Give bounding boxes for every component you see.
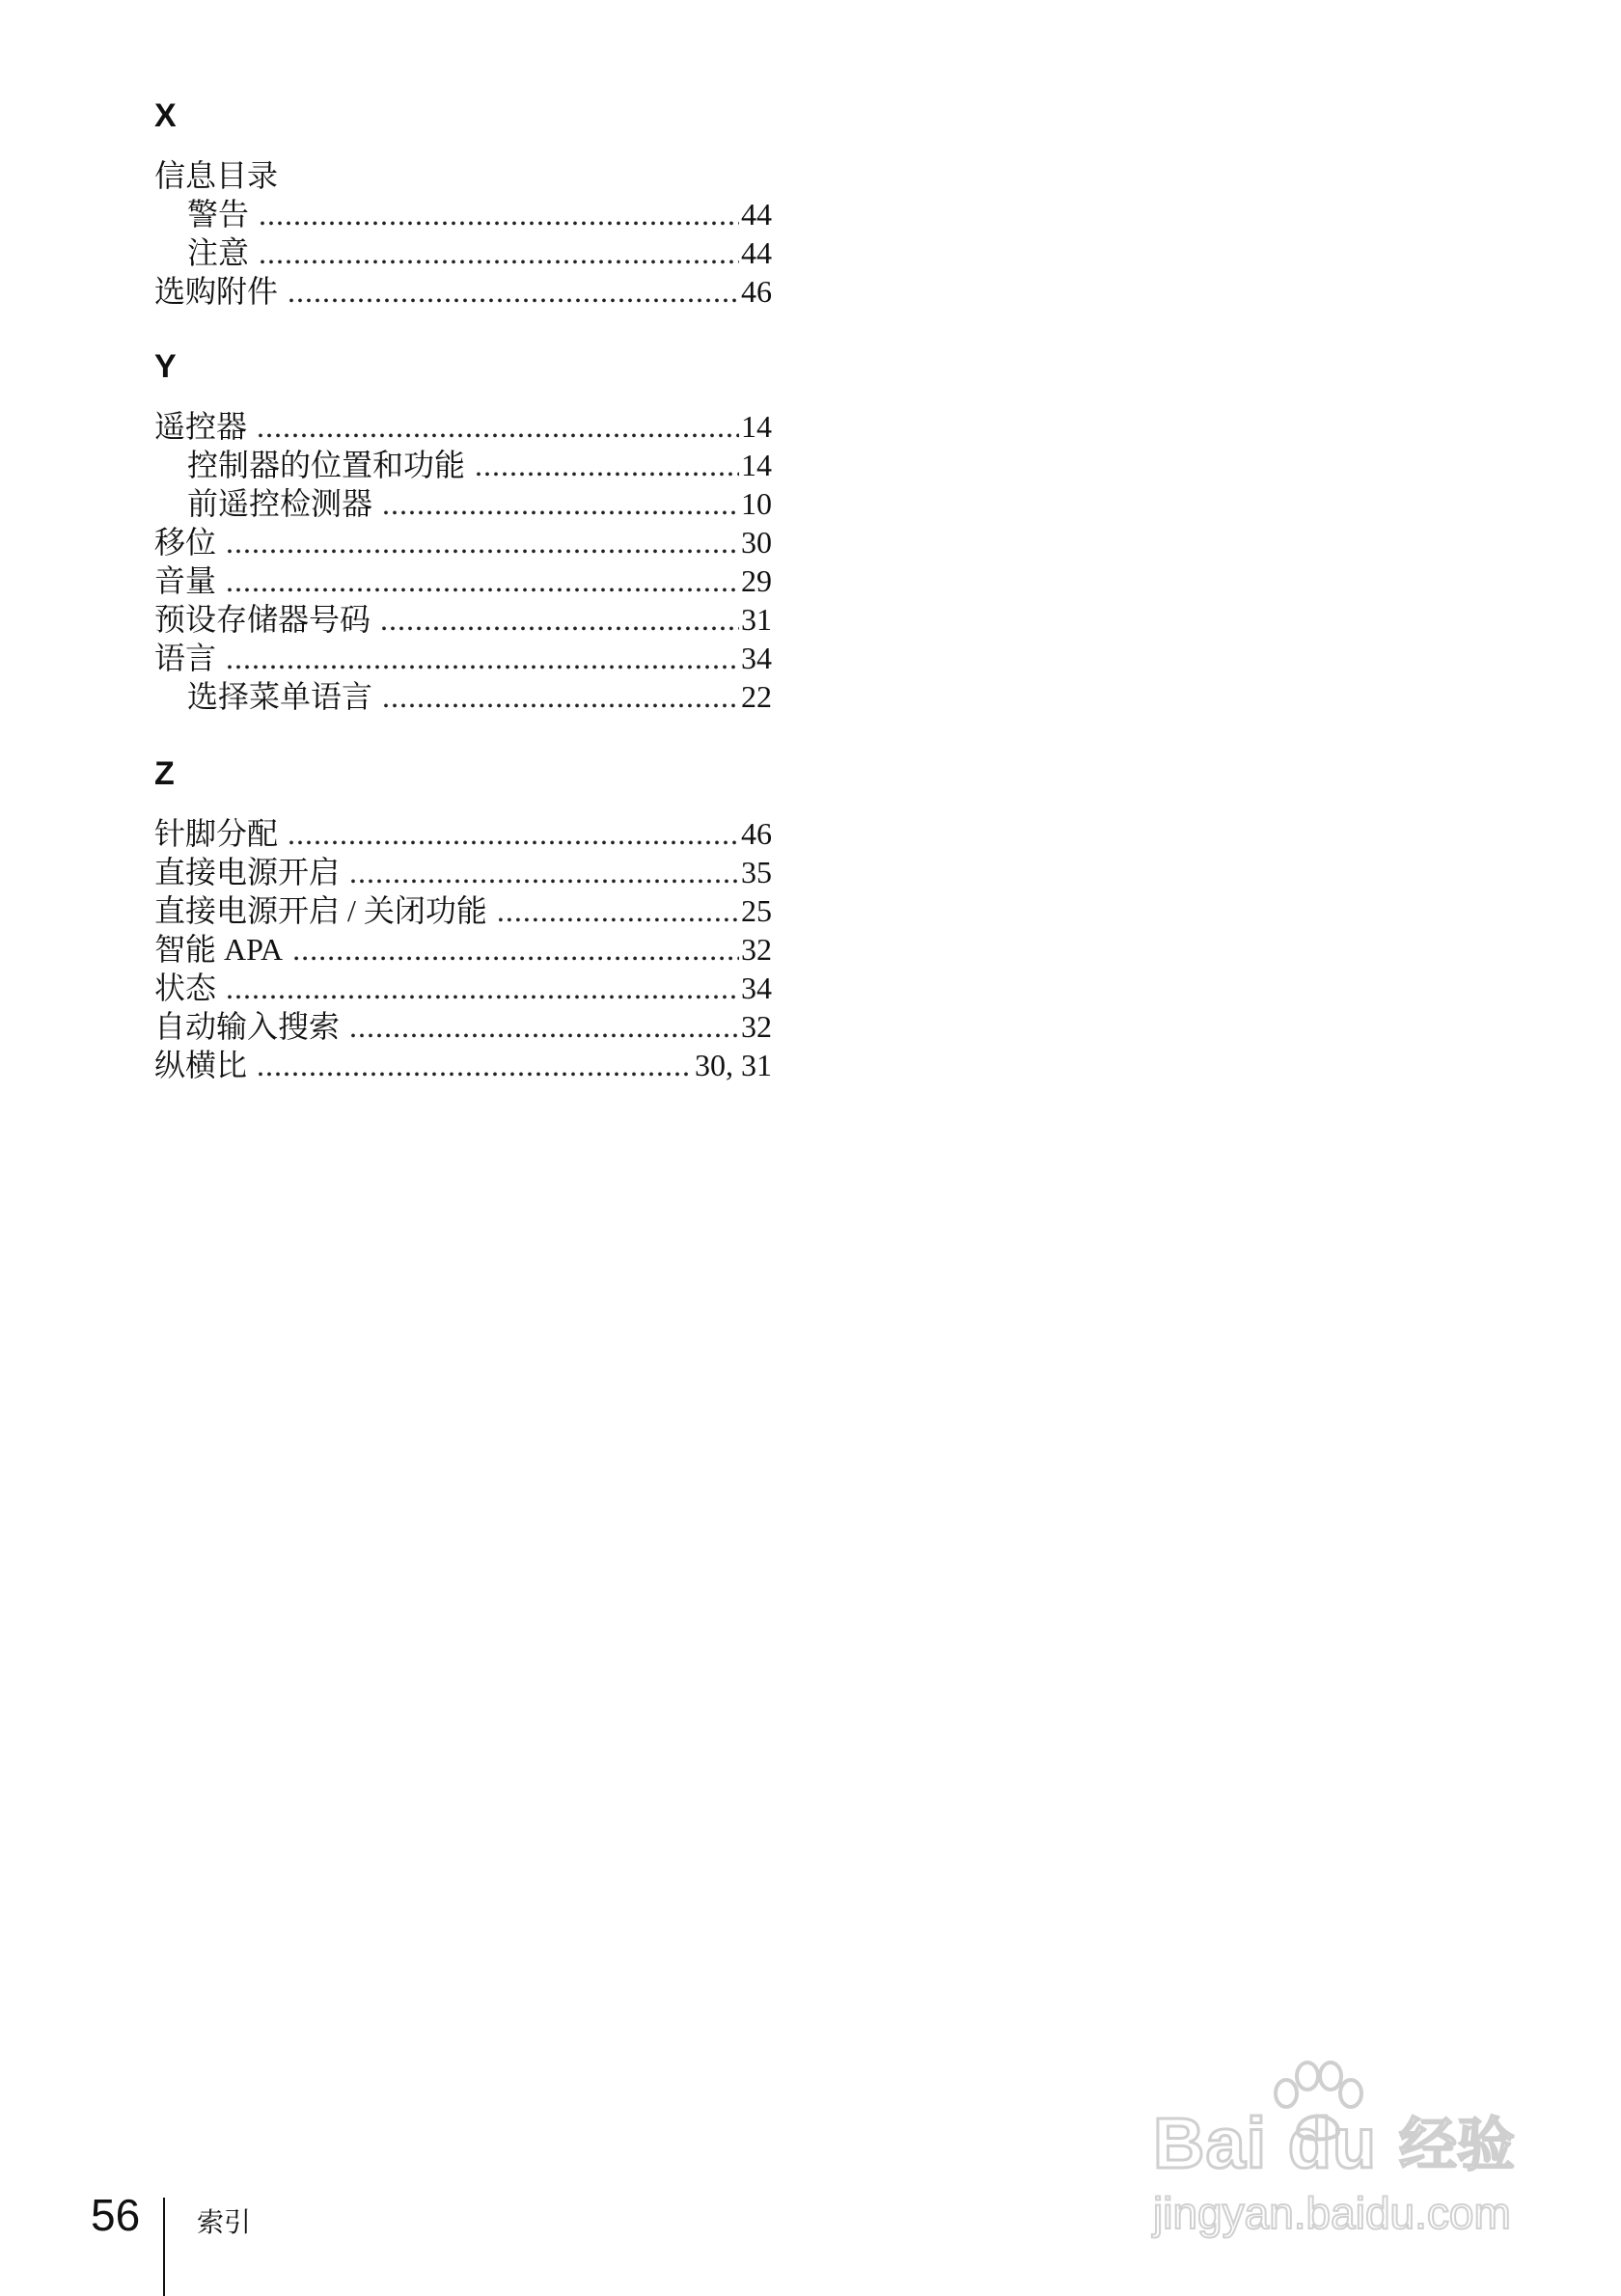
entry-page: 25 — [741, 893, 772, 928]
index-entry — [154, 1046, 772, 1084]
entry-page: 35 — [741, 855, 772, 889]
leader-dots — [226, 523, 739, 561]
entry-page: 44 — [741, 197, 772, 232]
leader-dots — [288, 814, 739, 853]
leader-dots — [292, 930, 739, 969]
entry-page: 46 — [741, 274, 772, 309]
leader-dots — [226, 561, 739, 600]
entry-page: 14 — [741, 409, 772, 444]
entry-label: 直接电源开启 — [154, 855, 341, 889]
entry-page: 30, 31 — [695, 1048, 772, 1082]
entry-page: 34 — [741, 641, 772, 675]
entry-label: 语言 — [154, 641, 217, 675]
leader-dots — [382, 484, 739, 523]
index-entry — [154, 891, 772, 930]
entry-page: 34 — [741, 970, 772, 1005]
footer-divider — [163, 2198, 165, 2296]
index-entry — [154, 523, 772, 561]
index-entry — [154, 853, 772, 891]
index-subentry — [154, 195, 772, 233]
entry-page: 14 — [741, 448, 772, 482]
index-entry — [154, 1007, 772, 1046]
entry-label: 控制器的位置和功能 — [187, 448, 466, 482]
index-entry — [154, 600, 772, 639]
watermark-brand-cn: 经验 — [1399, 2112, 1515, 2179]
index-section-y — [154, 347, 772, 716]
page-number: 56 — [91, 2190, 141, 2240]
entry-label: 选购附件 — [154, 274, 279, 309]
entry-page: 22 — [741, 679, 772, 714]
entry-label: 预设存储器号码 — [154, 602, 371, 637]
entry-page: 29 — [741, 563, 772, 598]
entry-label: 状态 — [154, 970, 217, 1005]
leader-dots — [257, 1046, 693, 1084]
watermark-url: jingyan.baidu.com — [1153, 2188, 1511, 2238]
index-entry — [154, 561, 772, 600]
leader-dots — [380, 600, 739, 639]
entry-page: 30 — [741, 525, 772, 560]
index-subentry — [154, 233, 772, 272]
index-entry — [154, 272, 772, 311]
entry-label: 移位 — [154, 525, 217, 560]
leader-dots — [226, 969, 739, 1007]
entry-page: 31 — [741, 602, 772, 637]
entry-label: 遥控器 — [154, 409, 248, 444]
entry-label: 音量 — [154, 563, 217, 598]
footer-section-label: 索引 — [197, 2206, 252, 2238]
index-entry — [154, 814, 772, 853]
leader-dots — [288, 272, 739, 311]
entry-label: 选择菜单语言 — [187, 679, 373, 714]
index-entry — [154, 930, 772, 969]
watermark-brand: Bai du — [1153, 2103, 1378, 2183]
entry-label: 自动输入搜索 — [154, 1009, 341, 1044]
section-letter: X — [154, 97, 177, 134]
index-entry — [154, 156, 772, 195]
entry-page: 44 — [741, 235, 772, 270]
entry-label: 智能 APA — [154, 932, 284, 967]
entry-label: 纵横比 — [154, 1048, 248, 1082]
entry-page: 32 — [741, 1009, 772, 1044]
leader-dots — [257, 407, 739, 446]
leader-dots — [497, 891, 739, 930]
leader-dots — [259, 233, 739, 272]
section-letter: Z — [154, 755, 175, 792]
index-section-x — [154, 96, 772, 311]
entry-page: 32 — [741, 932, 772, 967]
leader-dots — [382, 677, 739, 716]
entry-label: 警告 — [187, 197, 250, 232]
index-section-z — [154, 754, 772, 1084]
entry-label: 针脚分配 — [154, 816, 279, 851]
leader-dots — [349, 853, 739, 891]
entry-page: 46 — [741, 816, 772, 851]
index-subentry — [154, 446, 772, 484]
entry-label: 信息目录 — [154, 158, 279, 193]
entry-page: 10 — [741, 486, 772, 521]
index-entry — [154, 407, 772, 446]
index-entry — [154, 639, 772, 677]
leader-dots — [475, 446, 739, 484]
entry-label: 直接电源开启 / 关闭功能 — [154, 893, 487, 928]
entry-label: 注意 — [187, 235, 250, 270]
leader-dots — [349, 1007, 739, 1046]
entry-label: 前遥控检测器 — [187, 486, 373, 521]
index-subentry — [154, 484, 772, 523]
baidu-watermark — [1153, 2055, 1558, 2248]
leader-dots — [259, 195, 739, 233]
index-subentry — [154, 677, 772, 716]
leader-dots — [226, 639, 739, 677]
index-entry — [154, 969, 772, 1007]
section-letter: Y — [154, 348, 177, 385]
